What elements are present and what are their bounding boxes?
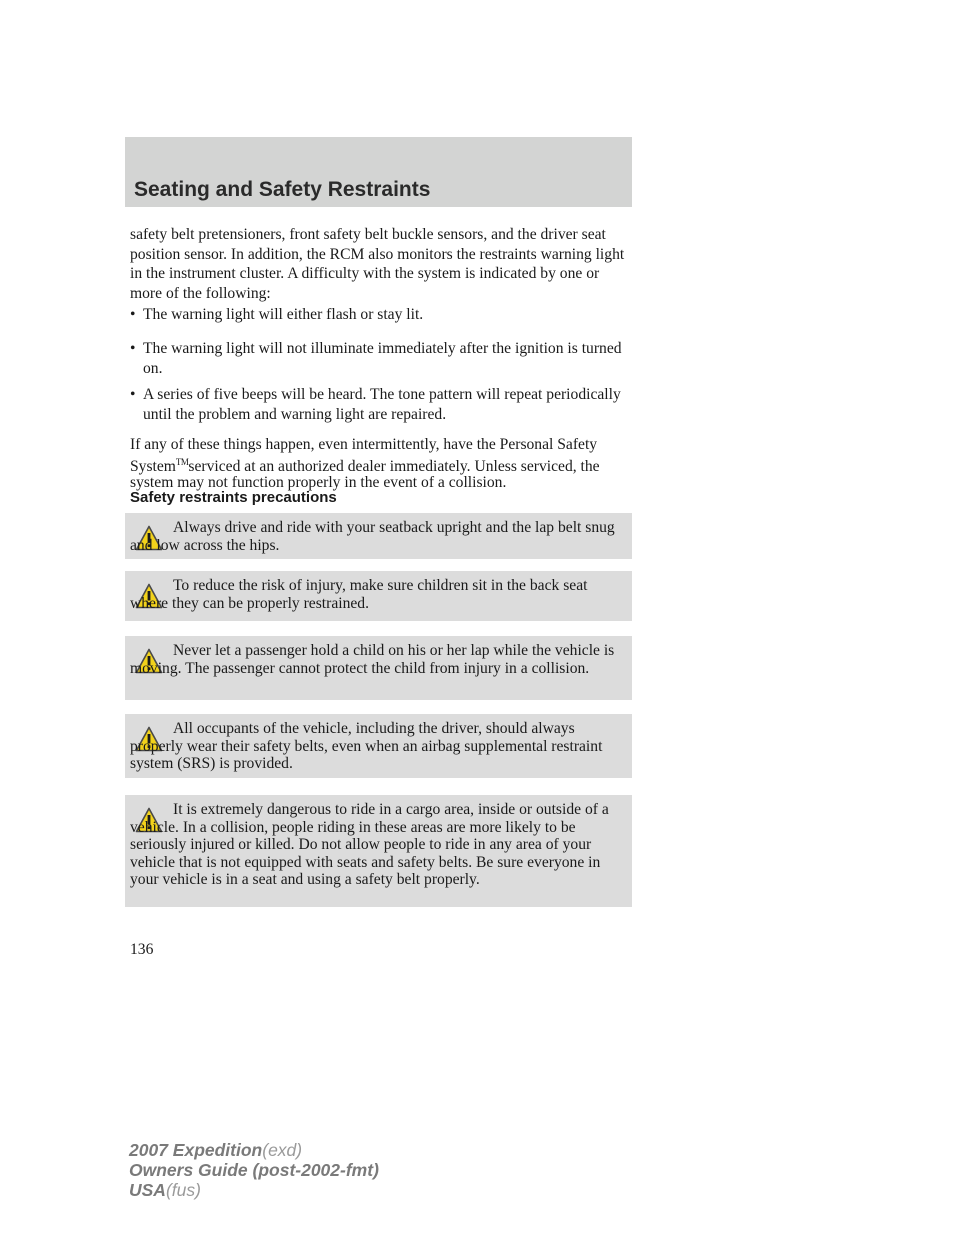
closing-text-part2: serviced at an authorized dealer immediately. Unless serviced, the system may not function properly in the event of a collision. bbox=[130, 457, 600, 491]
footer-line-market bbox=[129, 1180, 379, 1200]
warning-text: To reduce the risk of injury, make sure children sit in the back seat where they can be properly restrained. bbox=[130, 577, 588, 612]
closing-text-part1: If any of these things happen, even intermittently, have the Personal Safety System bbox=[130, 436, 598, 475]
footer-guide: Owners Guide (post-2002-fmt) bbox=[129, 1160, 379, 1180]
closing-paragraph bbox=[130, 437, 630, 492]
list-item-text: A series of five beeps will be heard. The tone pattern will repeat periodically until the problem and warning light are repaired. bbox=[143, 386, 621, 423]
warning-box bbox=[125, 513, 632, 559]
trademark-mark: TM bbox=[175, 456, 189, 467]
footer-model: 2007 Expedition bbox=[129, 1140, 263, 1160]
footer-market-code: (fus) bbox=[165, 1180, 201, 1200]
warning-box bbox=[125, 636, 632, 700]
warning-text: All occupants of the vehicle, including the driver, should always properly wear their safety belts, even when an airbag supplemental restraint system (SRS) is provided. bbox=[130, 720, 603, 772]
warning-box bbox=[125, 795, 632, 907]
list-item-text: The warning light will either flash or stay lit. bbox=[143, 306, 424, 323]
precautions-heading: Safety restraints precautions bbox=[130, 489, 337, 506]
list-item bbox=[130, 305, 630, 325]
section-title: Seating and Safety Restraints bbox=[134, 178, 431, 201]
footer-line-model bbox=[129, 1140, 379, 1160]
page-number: 136 bbox=[130, 941, 154, 958]
list-item bbox=[130, 385, 630, 424]
bullet-icon: • bbox=[130, 386, 136, 403]
footer-model-code: (exd) bbox=[262, 1140, 303, 1160]
warning-box bbox=[125, 714, 632, 778]
warning-text: Never let a passenger hold a child on his or her lap while the vehicle is moving. The passenger cannot protect the child from injury in a collision. bbox=[130, 642, 615, 677]
list-item bbox=[130, 339, 630, 378]
warning-text: Always drive and ride with your seatback upright and the lap belt snug and low across the hips. bbox=[130, 519, 615, 554]
bullet-icon: • bbox=[130, 340, 136, 357]
warning-box bbox=[125, 571, 632, 621]
bullet-icon: • bbox=[130, 306, 136, 323]
warning-text: It is extremely dangerous to ride in a cargo area, inside or outside of a vehicle. In a collision, people riding in these areas are more likely to be seriously injured or killed. Do not allow people to ride in any area of your vehicle that is not equipped with seats and safety belts. Be sure everyone in your vehicle is in a seat and using a safety belt properly. bbox=[130, 801, 609, 888]
intro-paragraph: safety belt pretensioners, front safety belt buckle sensors, and the driver seat position sensor. In addition, the RCM also monitors the restraints warning light in the instrument cluster. A difficulty with the system is indicated by one or more of the following: bbox=[130, 226, 625, 302]
footer-market: USA bbox=[129, 1180, 166, 1200]
list-item-text: The warning light will not illuminate immediately after the ignition is turned on. bbox=[143, 340, 622, 377]
document-footer bbox=[129, 1140, 379, 1200]
